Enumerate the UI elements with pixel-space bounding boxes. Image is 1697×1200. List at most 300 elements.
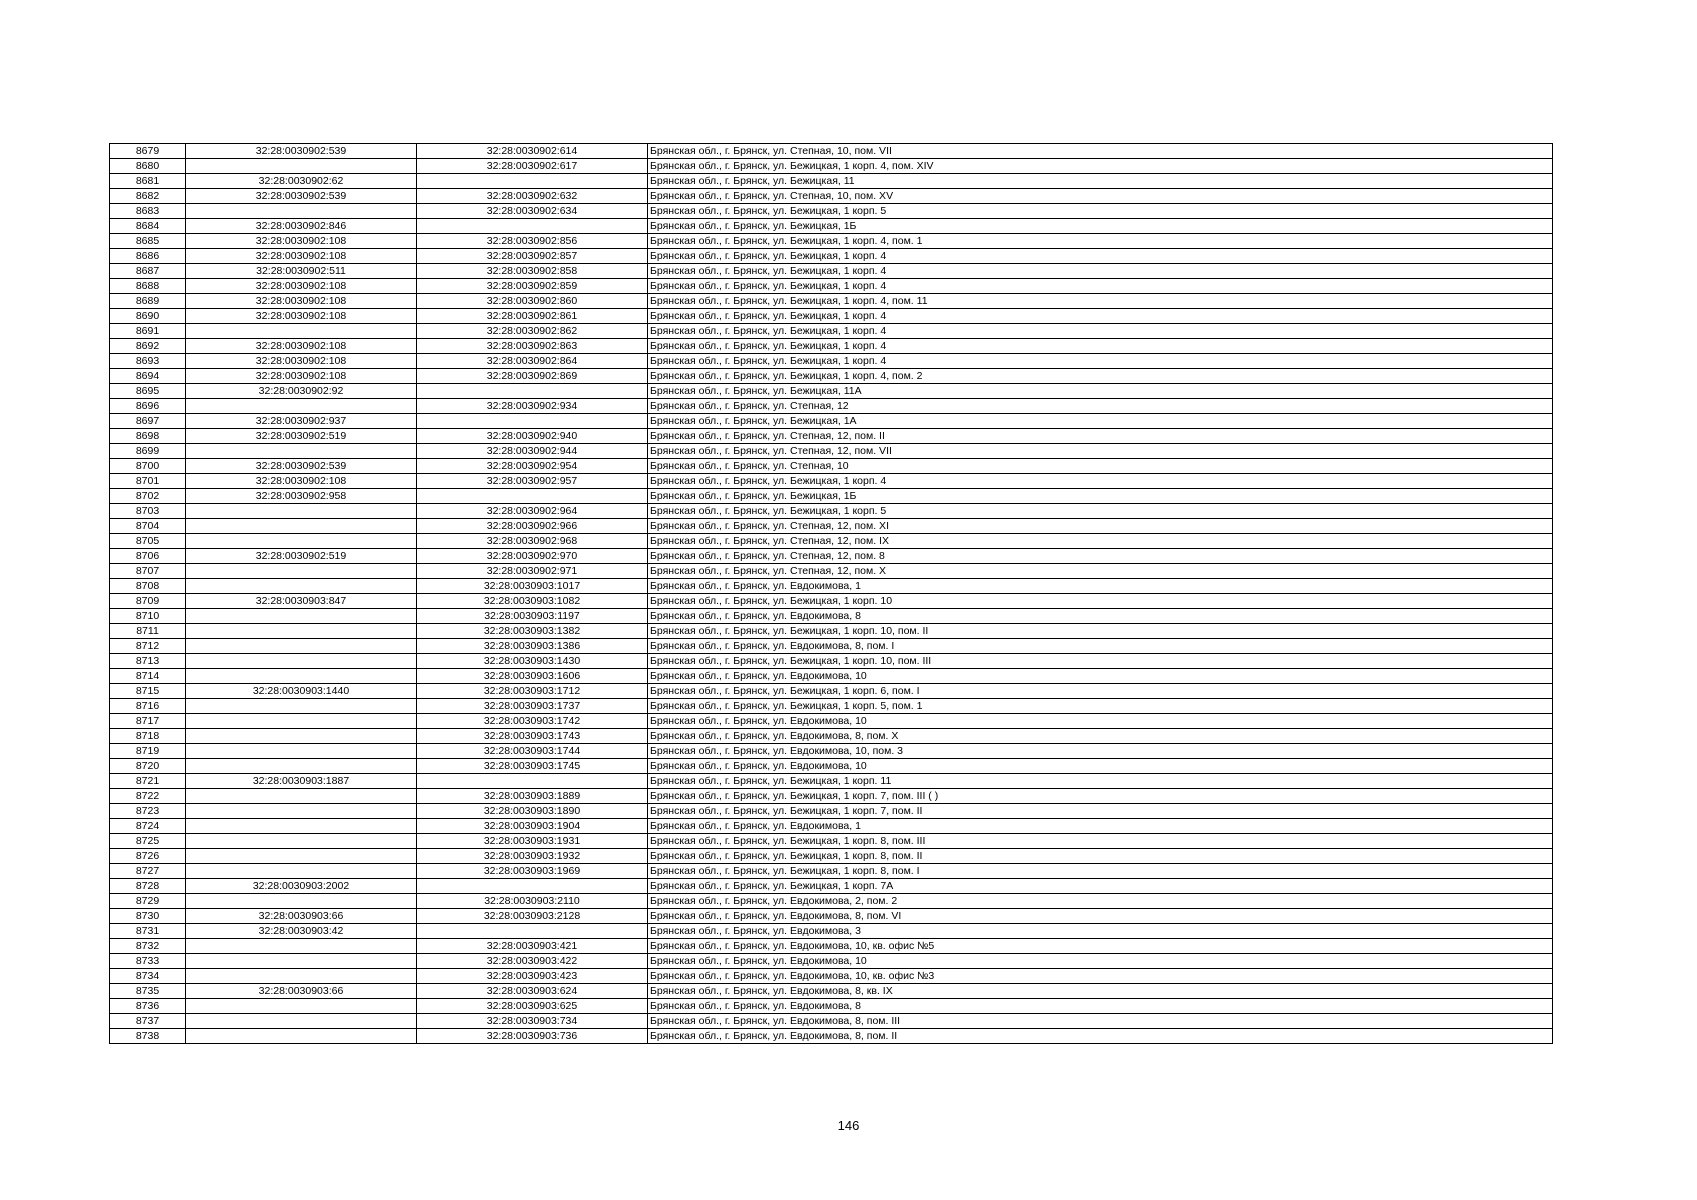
table-row	[110, 954, 1553, 969]
row-number-cell: 8722	[110, 789, 186, 804]
table-row	[110, 729, 1553, 744]
address-cell: Брянская обл., г. Брянск, ул. Бежицкая, 1 корп. 10, пом. II	[648, 624, 1553, 639]
table-row	[110, 279, 1553, 294]
address-cell: Брянская обл., г. Брянск, ул. Евдокимова, 10, кв. офис №3	[648, 969, 1553, 984]
object-number-cell: 32:28:0030903:2128	[417, 909, 648, 924]
table-row	[110, 369, 1553, 384]
parcel-number-cell: 32:28:0030902:539	[186, 459, 417, 474]
object-number-cell: 32:28:0030903:1904	[417, 819, 648, 834]
row-number-cell: 8709	[110, 594, 186, 609]
parcel-number-cell	[186, 729, 417, 744]
object-number-cell: 32:28:0030903:1932	[417, 849, 648, 864]
object-number-cell: 32:28:0030903:1745	[417, 759, 648, 774]
parcel-number-cell: 32:28:0030903:1440	[186, 684, 417, 699]
row-number-cell: 8737	[110, 1014, 186, 1029]
row-number-cell: 8734	[110, 969, 186, 984]
object-number-cell	[417, 924, 648, 939]
row-number-cell: 8713	[110, 654, 186, 669]
parcel-number-cell	[186, 639, 417, 654]
address-cell: Брянская обл., г. Брянск, ул. Евдокимова, 8, пом. III	[648, 1014, 1553, 1029]
row-number-cell: 8705	[110, 534, 186, 549]
table-row	[110, 414, 1553, 429]
address-cell: Брянская обл., г. Брянск, ул. Бежицкая, 1 корп. 11	[648, 774, 1553, 789]
table-row	[110, 774, 1553, 789]
object-number-cell: 32:28:0030903:1017	[417, 579, 648, 594]
table-row	[110, 444, 1553, 459]
row-number-cell: 8697	[110, 414, 186, 429]
table-row	[110, 549, 1553, 564]
row-number-cell: 8686	[110, 249, 186, 264]
cadastral-table	[109, 143, 1553, 1044]
parcel-number-cell: 32:28:0030903:847	[186, 594, 417, 609]
object-number-cell: 32:28:0030902:957	[417, 474, 648, 489]
parcel-number-cell: 32:28:0030902:108	[186, 354, 417, 369]
address-cell: Брянская обл., г. Брянск, ул. Евдокимова, 1	[648, 819, 1553, 834]
object-number-cell: 32:28:0030902:632	[417, 189, 648, 204]
table-row	[110, 264, 1553, 279]
parcel-number-cell	[186, 1029, 417, 1044]
object-number-cell: 32:28:0030902:934	[417, 399, 648, 414]
address-cell: Брянская обл., г. Брянск, ул. Бежицкая, 1 корп. 4, пом. XIV	[648, 159, 1553, 174]
object-number-cell: 32:28:0030902:856	[417, 234, 648, 249]
table-row	[110, 654, 1553, 669]
address-cell: Брянская обл., г. Брянск, ул. Евдокимова, 8, кв. IX	[648, 984, 1553, 999]
table-row	[110, 339, 1553, 354]
row-number-cell: 8732	[110, 939, 186, 954]
parcel-number-cell: 32:28:0030902:62	[186, 174, 417, 189]
address-cell: Брянская обл., г. Брянск, ул. Бежицкая, 1А	[648, 414, 1553, 429]
parcel-number-cell: 32:28:0030902:511	[186, 264, 417, 279]
row-number-cell: 8683	[110, 204, 186, 219]
row-number-cell: 8708	[110, 579, 186, 594]
parcel-number-cell	[186, 699, 417, 714]
object-number-cell: 32:28:0030902:860	[417, 294, 648, 309]
table-row	[110, 669, 1553, 684]
row-number-cell: 8719	[110, 744, 186, 759]
parcel-number-cell: 32:28:0030903:66	[186, 984, 417, 999]
parcel-number-cell	[186, 654, 417, 669]
table-row	[110, 249, 1553, 264]
address-cell: Брянская обл., г. Брянск, ул. Бежицкая, 1 корп. 4, пом. 1	[648, 234, 1553, 249]
parcel-number-cell: 32:28:0030902:519	[186, 429, 417, 444]
parcel-number-cell: 32:28:0030902:846	[186, 219, 417, 234]
table-row	[110, 969, 1553, 984]
row-number-cell: 8733	[110, 954, 186, 969]
table-row	[110, 804, 1553, 819]
table-row	[110, 354, 1553, 369]
table-row	[110, 294, 1553, 309]
row-number-cell: 8698	[110, 429, 186, 444]
table-row	[110, 579, 1553, 594]
object-number-cell: 32:28:0030903:1742	[417, 714, 648, 729]
row-number-cell: 8712	[110, 639, 186, 654]
table-row	[110, 984, 1553, 999]
table-row	[110, 144, 1553, 159]
address-cell: Брянская обл., г. Брянск, ул. Степная, 12, пом. 8	[648, 549, 1553, 564]
address-cell: Брянская обл., г. Брянск, ул. Бежицкая, 1 корп. 8, пом. I	[648, 864, 1553, 879]
parcel-number-cell: 32:28:0030902:539	[186, 189, 417, 204]
row-number-cell: 8687	[110, 264, 186, 279]
parcel-number-cell	[186, 534, 417, 549]
row-number-cell: 8701	[110, 474, 186, 489]
object-number-cell: 32:28:0030902:869	[417, 369, 648, 384]
row-number-cell: 8729	[110, 894, 186, 909]
parcel-number-cell: 32:28:0030903:66	[186, 909, 417, 924]
row-number-cell: 8725	[110, 834, 186, 849]
row-number-cell: 8682	[110, 189, 186, 204]
object-number-cell: 32:28:0030902:617	[417, 159, 648, 174]
table-row	[110, 564, 1553, 579]
object-number-cell: 32:28:0030903:2110	[417, 894, 648, 909]
row-number-cell: 8736	[110, 999, 186, 1014]
parcel-number-cell: 32:28:0030902:519	[186, 549, 417, 564]
page-number: 146	[837, 1118, 860, 1133]
parcel-number-cell: 32:28:0030902:937	[186, 414, 417, 429]
object-number-cell: 32:28:0030902:964	[417, 504, 648, 519]
address-cell: Брянская обл., г. Брянск, ул. Евдокимова, 8	[648, 999, 1553, 1014]
parcel-number-cell: 32:28:0030902:92	[186, 384, 417, 399]
parcel-number-cell	[186, 894, 417, 909]
table-row	[110, 219, 1553, 234]
address-cell: Брянская обл., г. Брянск, ул. Евдокимова, 1	[648, 579, 1553, 594]
parcel-number-cell: 32:28:0030902:108	[186, 474, 417, 489]
address-cell: Брянская обл., г. Брянск, ул. Евдокимова, 10	[648, 669, 1553, 684]
parcel-number-cell: 32:28:0030902:108	[186, 309, 417, 324]
row-number-cell: 8723	[110, 804, 186, 819]
address-cell: Брянская обл., г. Брянск, ул. Евдокимова, 8	[648, 609, 1553, 624]
object-number-cell: 32:28:0030902:859	[417, 279, 648, 294]
row-number-cell: 8688	[110, 279, 186, 294]
table-row	[110, 699, 1553, 714]
address-cell: Брянская обл., г. Брянск, ул. Евдокимова, 10	[648, 714, 1553, 729]
object-number-cell: 32:28:0030903:734	[417, 1014, 648, 1029]
table-row	[110, 714, 1553, 729]
parcel-number-cell	[186, 714, 417, 729]
row-number-cell: 8699	[110, 444, 186, 459]
table-row	[110, 159, 1553, 174]
parcel-number-cell	[186, 954, 417, 969]
table-row	[110, 459, 1553, 474]
parcel-number-cell	[186, 834, 417, 849]
parcel-number-cell: 32:28:0030903:42	[186, 924, 417, 939]
object-number-cell: 32:28:0030902:858	[417, 264, 648, 279]
row-number-cell: 8703	[110, 504, 186, 519]
address-cell: Брянская обл., г. Брянск, ул. Бежицкая, 1 корп. 10, пом. III	[648, 654, 1553, 669]
object-number-cell	[417, 774, 648, 789]
row-number-cell: 8690	[110, 309, 186, 324]
address-cell: Брянская обл., г. Брянск, ул. Степная, 12	[648, 399, 1553, 414]
table-row	[110, 864, 1553, 879]
table-row	[110, 204, 1553, 219]
parcel-number-cell	[186, 804, 417, 819]
table-row	[110, 624, 1553, 639]
table-row	[110, 819, 1553, 834]
row-number-cell: 8696	[110, 399, 186, 414]
object-number-cell: 32:28:0030902:861	[417, 309, 648, 324]
row-number-cell: 8685	[110, 234, 186, 249]
table-row	[110, 519, 1553, 534]
parcel-number-cell	[186, 519, 417, 534]
table-row	[110, 1014, 1553, 1029]
row-number-cell: 8706	[110, 549, 186, 564]
row-number-cell: 8714	[110, 669, 186, 684]
table-row	[110, 594, 1553, 609]
parcel-number-cell	[186, 444, 417, 459]
table-row	[110, 834, 1553, 849]
object-number-cell: 32:28:0030903:1890	[417, 804, 648, 819]
row-number-cell: 8724	[110, 819, 186, 834]
address-cell: Брянская обл., г. Брянск, ул. Степная, 12, пом. IX	[648, 534, 1553, 549]
parcel-number-cell	[186, 669, 417, 684]
object-number-cell: 32:28:0030903:1737	[417, 699, 648, 714]
parcel-number-cell	[186, 864, 417, 879]
table-row	[110, 384, 1553, 399]
row-number-cell: 8702	[110, 489, 186, 504]
address-cell: Брянская обл., г. Брянск, ул. Бежицкая, 1 корп. 4	[648, 279, 1553, 294]
row-number-cell: 8720	[110, 759, 186, 774]
address-cell: Брянская обл., г. Брянск, ул. Бежицкая, 1 корп. 4, пом. 2	[648, 369, 1553, 384]
object-number-cell: 32:28:0030902:966	[417, 519, 648, 534]
table-row	[110, 879, 1553, 894]
row-number-cell: 8716	[110, 699, 186, 714]
parcel-number-cell	[186, 759, 417, 774]
object-number-cell	[417, 384, 648, 399]
address-cell: Брянская обл., г. Брянск, ул. Степная, 12, пом. XI	[648, 519, 1553, 534]
row-number-cell: 8710	[110, 609, 186, 624]
table-row	[110, 924, 1553, 939]
parcel-number-cell	[186, 999, 417, 1014]
row-number-cell: 8717	[110, 714, 186, 729]
object-number-cell: 32:28:0030903:1743	[417, 729, 648, 744]
object-number-cell: 32:28:0030903:423	[417, 969, 648, 984]
address-cell: Брянская обл., г. Брянск, ул. Бежицкая, 1 корп. 6, пом. I	[648, 684, 1553, 699]
object-number-cell: 32:28:0030903:736	[417, 1029, 648, 1044]
object-number-cell: 32:28:0030903:1382	[417, 624, 648, 639]
address-cell: Брянская обл., г. Брянск, ул. Евдокимова, 3	[648, 924, 1553, 939]
row-number-cell: 8691	[110, 324, 186, 339]
table-row	[110, 849, 1553, 864]
address-cell: Брянская обл., г. Брянск, ул. Евдокимова, 10	[648, 954, 1553, 969]
row-number-cell: 8694	[110, 369, 186, 384]
parcel-number-cell: 32:28:0030903:2002	[186, 879, 417, 894]
address-cell: Брянская обл., г. Брянск, ул. Степная, 10, пом. VII	[648, 144, 1553, 159]
address-cell: Брянская обл., г. Брянск, ул. Бежицкая, 1 корп. 10	[648, 594, 1553, 609]
table-body	[110, 144, 1553, 1044]
object-number-cell: 32:28:0030903:1969	[417, 864, 648, 879]
address-cell: Брянская обл., г. Брянск, ул. Бежицкая, 1 корп. 4, пом. 11	[648, 294, 1553, 309]
object-number-cell: 32:28:0030902:944	[417, 444, 648, 459]
row-number-cell: 8726	[110, 849, 186, 864]
address-cell: Брянская обл., г. Брянск, ул. Бежицкая, 1 корп. 4	[648, 324, 1553, 339]
address-cell: Брянская обл., г. Брянск, ул. Евдокимова, 10, кв. офис №5	[648, 939, 1553, 954]
parcel-number-cell: 32:28:0030902:958	[186, 489, 417, 504]
object-number-cell: 32:28:0030903:1744	[417, 744, 648, 759]
row-number-cell: 8680	[110, 159, 186, 174]
address-cell: Брянская обл., г. Брянск, ул. Бежицкая, 1 корп. 4	[648, 354, 1553, 369]
row-number-cell: 8681	[110, 174, 186, 189]
address-cell: Брянская обл., г. Брянск, ул. Бежицкая, 1Б	[648, 219, 1553, 234]
table-row	[110, 1029, 1553, 1044]
parcel-number-cell: 32:28:0030902:108	[186, 294, 417, 309]
parcel-number-cell: 32:28:0030902:108	[186, 339, 417, 354]
row-number-cell: 8735	[110, 984, 186, 999]
address-cell: Брянская обл., г. Брянск, ул. Евдокимова, 10	[648, 759, 1553, 774]
table-row	[110, 429, 1553, 444]
table-row	[110, 174, 1553, 189]
row-number-cell: 8727	[110, 864, 186, 879]
object-number-cell: 32:28:0030903:422	[417, 954, 648, 969]
parcel-number-cell	[186, 624, 417, 639]
table-row	[110, 684, 1553, 699]
row-number-cell: 8689	[110, 294, 186, 309]
row-number-cell: 8692	[110, 339, 186, 354]
object-number-cell	[417, 414, 648, 429]
table-row	[110, 939, 1553, 954]
table-row	[110, 399, 1553, 414]
address-cell: Брянская обл., г. Брянск, ул. Бежицкая, 1 корп. 5, пом. 1	[648, 699, 1553, 714]
address-cell: Брянская обл., г. Брянск, ул. Степная, 12, пом. VII	[648, 444, 1553, 459]
address-cell: Брянская обл., г. Брянск, ул. Бежицкая, 1 корп. 7, пом. III ( )	[648, 789, 1553, 804]
object-number-cell	[417, 174, 648, 189]
row-number-cell: 8700	[110, 459, 186, 474]
object-number-cell: 32:28:0030902:864	[417, 354, 648, 369]
row-number-cell: 8731	[110, 924, 186, 939]
address-cell: Брянская обл., г. Брянск, ул. Евдокимова, 2, пом. 2	[648, 894, 1553, 909]
address-cell: Брянская обл., г. Брянск, ул. Бежицкая, 1 корп. 7, пом. II	[648, 804, 1553, 819]
parcel-number-cell	[186, 744, 417, 759]
object-number-cell: 32:28:0030902:857	[417, 249, 648, 264]
row-number-cell: 8730	[110, 909, 186, 924]
object-number-cell: 32:28:0030903:1889	[417, 789, 648, 804]
parcel-number-cell	[186, 579, 417, 594]
address-cell: Брянская обл., г. Брянск, ул. Степная, 12, пом. II	[648, 429, 1553, 444]
table-row	[110, 234, 1553, 249]
parcel-number-cell: 32:28:0030902:108	[186, 249, 417, 264]
address-cell: Брянская обл., г. Брянск, ул. Бежицкая, 1 корп. 4	[648, 309, 1553, 324]
table-row	[110, 474, 1553, 489]
parcel-number-cell: 32:28:0030903:1887	[186, 774, 417, 789]
object-number-cell: 32:28:0030902:970	[417, 549, 648, 564]
address-cell: Брянская обл., г. Брянск, ул. Бежицкая, 11А	[648, 384, 1553, 399]
object-number-cell: 32:28:0030902:634	[417, 204, 648, 219]
row-number-cell: 8693	[110, 354, 186, 369]
parcel-number-cell	[186, 939, 417, 954]
table-row	[110, 759, 1553, 774]
address-cell: Брянская обл., г. Брянск, ул. Бежицкая, 1 корп. 8, пом. III	[648, 834, 1553, 849]
address-cell: Брянская обл., г. Брянск, ул. Бежицкая, 1 корп. 4	[648, 339, 1553, 354]
parcel-number-cell	[186, 204, 417, 219]
parcel-number-cell	[186, 564, 417, 579]
address-cell: Брянская обл., г. Брянск, ул. Степная, 10	[648, 459, 1553, 474]
object-number-cell: 32:28:0030903:1386	[417, 639, 648, 654]
table-row	[110, 189, 1553, 204]
address-cell: Брянская обл., г. Брянск, ул. Степная, 12, пом. X	[648, 564, 1553, 579]
address-cell: Брянская обл., г. Брянск, ул. Бежицкая, 1 корп. 7А	[648, 879, 1553, 894]
row-number-cell: 8715	[110, 684, 186, 699]
parcel-number-cell	[186, 399, 417, 414]
address-cell: Брянская обл., г. Брянск, ул. Бежицкая, 1 корп. 4	[648, 474, 1553, 489]
object-number-cell: 32:28:0030903:625	[417, 999, 648, 1014]
address-cell: Брянская обл., г. Брянск, ул. Бежицкая, 1Б	[648, 489, 1553, 504]
row-number-cell: 8738	[110, 1029, 186, 1044]
parcel-number-cell: 32:28:0030902:539	[186, 144, 417, 159]
address-cell: Брянская обл., г. Брянск, ул. Евдокимова, 8, пом. II	[648, 1029, 1553, 1044]
parcel-number-cell: 32:28:0030902:108	[186, 234, 417, 249]
table-row	[110, 309, 1553, 324]
object-number-cell: 32:28:0030903:421	[417, 939, 648, 954]
parcel-number-cell: 32:28:0030902:108	[186, 369, 417, 384]
row-number-cell: 8711	[110, 624, 186, 639]
table-row	[110, 504, 1553, 519]
parcel-number-cell: 32:28:0030902:108	[186, 279, 417, 294]
object-number-cell: 32:28:0030902:968	[417, 534, 648, 549]
table-row	[110, 489, 1553, 504]
address-cell: Брянская обл., г. Брянск, ул. Степная, 10, пом. XV	[648, 189, 1553, 204]
object-number-cell: 32:28:0030902:954	[417, 459, 648, 474]
object-number-cell: 32:28:0030903:1082	[417, 594, 648, 609]
row-number-cell: 8704	[110, 519, 186, 534]
object-number-cell: 32:28:0030902:971	[417, 564, 648, 579]
address-cell: Брянская обл., г. Брянск, ул. Бежицкая, 1 корп. 4	[648, 264, 1553, 279]
address-cell: Брянская обл., г. Брянск, ул. Бежицкая, 1 корп. 8, пом. II	[648, 849, 1553, 864]
row-number-cell: 8718	[110, 729, 186, 744]
parcel-number-cell	[186, 969, 417, 984]
object-number-cell	[417, 219, 648, 234]
table-row	[110, 324, 1553, 339]
parcel-number-cell	[186, 789, 417, 804]
object-number-cell	[417, 489, 648, 504]
row-number-cell: 8695	[110, 384, 186, 399]
parcel-number-cell	[186, 819, 417, 834]
parcel-number-cell	[186, 159, 417, 174]
parcel-number-cell	[186, 324, 417, 339]
parcel-number-cell	[186, 504, 417, 519]
object-number-cell: 32:28:0030902:614	[417, 144, 648, 159]
row-number-cell: 8728	[110, 879, 186, 894]
table-row	[110, 609, 1553, 624]
address-cell: Брянская обл., г. Брянск, ул. Евдокимова, 8, пом. X	[648, 729, 1553, 744]
address-cell: Брянская обл., г. Брянск, ул. Бежицкая, 1 корп. 4	[648, 249, 1553, 264]
object-number-cell: 32:28:0030902:940	[417, 429, 648, 444]
address-cell: Брянская обл., г. Брянск, ул. Бежицкая, 11	[648, 174, 1553, 189]
object-number-cell: 32:28:0030902:863	[417, 339, 648, 354]
object-number-cell: 32:28:0030903:1430	[417, 654, 648, 669]
object-number-cell: 32:28:0030902:862	[417, 324, 648, 339]
object-number-cell: 32:28:0030903:1931	[417, 834, 648, 849]
row-number-cell: 8721	[110, 774, 186, 789]
table-row	[110, 744, 1553, 759]
address-cell: Брянская обл., г. Брянск, ул. Евдокимова, 8, пом. I	[648, 639, 1553, 654]
table-row	[110, 999, 1553, 1014]
address-cell: Брянская обл., г. Брянск, ул. Бежицкая, 1 корп. 5	[648, 504, 1553, 519]
row-number-cell: 8679	[110, 144, 186, 159]
table-row	[110, 534, 1553, 549]
parcel-number-cell	[186, 1014, 417, 1029]
object-number-cell: 32:28:0030903:624	[417, 984, 648, 999]
address-cell: Брянская обл., г. Брянск, ул. Евдокимова, 10, пом. 3	[648, 744, 1553, 759]
parcel-number-cell	[186, 849, 417, 864]
address-cell: Брянская обл., г. Брянск, ул. Бежицкая, 1 корп. 5	[648, 204, 1553, 219]
table-row	[110, 789, 1553, 804]
object-number-cell: 32:28:0030903:1606	[417, 669, 648, 684]
table-row	[110, 639, 1553, 654]
object-number-cell: 32:28:0030903:1197	[417, 609, 648, 624]
parcel-number-cell	[186, 609, 417, 624]
row-number-cell: 8684	[110, 219, 186, 234]
address-cell: Брянская обл., г. Брянск, ул. Евдокимова, 8, пом. VI	[648, 909, 1553, 924]
table-row	[110, 909, 1553, 924]
object-number-cell	[417, 879, 648, 894]
